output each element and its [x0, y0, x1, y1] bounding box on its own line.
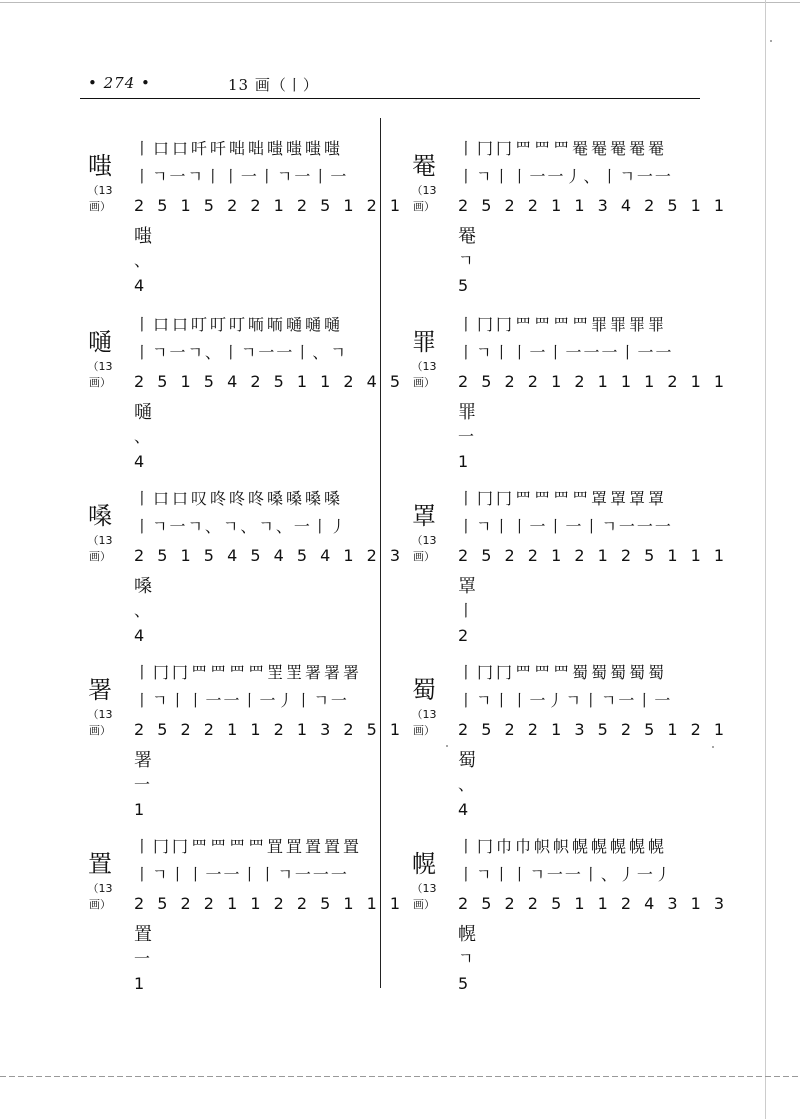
- stroke-progression: 丨冂冂罒罒罒罒罜罜署署署: [134, 663, 363, 682]
- final-stroke: 丨: [458, 601, 475, 620]
- stroke-sequence: 丨ㄱ一ㄱ、丨ㄱ一一丨、ㄱ: [134, 343, 348, 362]
- final-char: 嗵: [134, 402, 152, 423]
- section-label: 13 画（丨）: [228, 76, 319, 94]
- final-char: 嗓: [134, 576, 152, 597]
- final-digit: 5: [458, 974, 469, 993]
- stroke-progression: 丨冂冂罒罒罒罒罝罝置置置: [134, 837, 363, 856]
- final-digit: 1: [134, 974, 145, 993]
- stroke-progression: 丨冂冂罒罒罒罨罨罨罨罨: [458, 139, 668, 158]
- entry-right-1: [404, 312, 729, 472]
- final-char: 罪: [458, 402, 476, 423]
- final-char: 罩: [458, 576, 476, 597]
- entry-left-3: [80, 660, 405, 820]
- stroke-sequence: 丨ㄱ丨丨一丨一一一丨一一: [458, 343, 674, 362]
- stroke-count: （13画）: [411, 882, 437, 911]
- page-number: • 274 •: [88, 74, 151, 92]
- stroke-count: （13画）: [411, 360, 437, 389]
- entry-left-4: [80, 834, 405, 994]
- final-stroke: 一: [458, 427, 475, 446]
- headword: 嗤: [88, 152, 112, 180]
- final-stroke: 、: [134, 251, 151, 270]
- stroke-digits: 2 5 1 5 4 5 4 5 4 1 2 3: [134, 546, 405, 565]
- stroke-progression: 丨冂冂罒罒罒罒罪罪罪罪: [458, 315, 668, 334]
- stroke-count: （13画）: [87, 882, 113, 911]
- final-stroke: 一: [134, 949, 151, 968]
- headword: 幌: [412, 850, 436, 878]
- headword: 置: [88, 850, 112, 878]
- entry-left-1: [80, 312, 405, 472]
- headword: 嗓: [88, 502, 112, 530]
- entry-right-0: [404, 136, 729, 296]
- header-rule: [80, 98, 700, 99]
- headword: 罪: [412, 328, 436, 356]
- stroke-count: （13画）: [411, 534, 437, 563]
- scan-speck: [770, 40, 772, 42]
- stroke-count: （13画）: [87, 360, 113, 389]
- stroke-progression: 丨冂冂罒罒罒罒罩罩罩罩: [458, 489, 668, 508]
- stroke-sequence: 丨ㄱ丨丨一丿ㄱ丨ㄱ一丨一: [458, 691, 673, 710]
- headword: 嗵: [88, 328, 112, 356]
- headword: 蜀: [412, 676, 436, 704]
- final-char: 置: [134, 924, 152, 945]
- final-stroke: 、: [134, 601, 151, 620]
- stroke-sequence: 丨ㄱ丨丨一丨一丨ㄱ一一一: [458, 517, 673, 536]
- top-edge-line: [0, 2, 800, 3]
- final-stroke: ㄱ: [458, 251, 474, 270]
- final-stroke: 一: [134, 775, 151, 794]
- stroke-digits: 2 5 2 2 1 3 5 2 5 1 2 1: [458, 720, 729, 739]
- stroke-count: （13画）: [87, 708, 113, 737]
- final-char: 蜀: [458, 750, 476, 771]
- stroke-progression: 丨口口叮叮叮㖇㖇嗵嗵嗵: [134, 315, 344, 334]
- final-digit: 1: [458, 452, 469, 471]
- final-stroke: 、: [458, 775, 475, 794]
- final-stroke: 、: [134, 427, 151, 446]
- scan-speck: [446, 745, 448, 747]
- headword: 署: [88, 676, 112, 704]
- final-char: 嗤: [134, 226, 152, 247]
- entry-right-3: [404, 660, 729, 820]
- stroke-count: （13画）: [411, 708, 437, 737]
- page-header: [80, 72, 700, 98]
- stroke-digits: 2 5 1 5 2 2 1 2 5 1 2 1: [134, 196, 405, 215]
- stroke-sequence: 丨ㄱ丨丨ㄱ一一丨、丿一丿: [458, 865, 673, 884]
- scan-speck: [712, 746, 714, 748]
- stroke-digits: 2 5 2 2 1 2 1 1 1 2 1 1: [458, 372, 729, 391]
- final-digit: 4: [134, 276, 145, 295]
- stroke-sequence: 丨ㄱ丨丨一一丨一丿丨ㄱ一: [134, 691, 349, 710]
- final-digit: 1: [134, 800, 145, 819]
- stroke-count: （13画）: [87, 184, 113, 213]
- stroke-sequence: 丨ㄱ一ㄱ、ㄱ、ㄱ、一丨丿: [134, 517, 348, 536]
- final-stroke: ㄱ: [458, 949, 474, 968]
- final-digit: 2: [458, 626, 469, 645]
- stroke-progression: 丨口口吀吀咄咄嗤嗤嗤嗤: [134, 139, 344, 158]
- headword: 罩: [412, 502, 436, 530]
- final-char: 幌: [458, 924, 476, 945]
- entry-left-2: [80, 486, 405, 646]
- final-digit: 5: [458, 276, 469, 295]
- stroke-count: （13画）: [411, 184, 437, 213]
- stroke-progression: 丨口口叹咚咚咚嗓嗓嗓嗓: [134, 489, 344, 508]
- stroke-digits: 2 5 2 2 1 1 2 1 3 2 5 1: [134, 720, 405, 739]
- final-char: 署: [134, 750, 152, 771]
- final-digit: 4: [134, 626, 145, 645]
- right-edge-line: [765, 0, 766, 1119]
- entry-left-0: [80, 136, 405, 296]
- stroke-sequence: 丨ㄱ丨丨一一丨丨ㄱ一一一: [134, 865, 349, 884]
- stroke-sequence: 丨ㄱ一ㄱ丨丨一丨ㄱ一丨一: [134, 167, 349, 186]
- entry-right-2: [404, 486, 729, 646]
- stroke-digits: 2 5 1 5 4 2 5 1 1 2 4 5: [134, 372, 405, 391]
- entry-right-4: [404, 834, 729, 994]
- stroke-digits: 2 5 2 2 1 2 1 2 5 1 1 1: [458, 546, 729, 565]
- stroke-count: （13画）: [87, 534, 113, 563]
- final-digit: 4: [134, 452, 145, 471]
- headword: 罨: [412, 152, 436, 180]
- stroke-digits: 2 5 2 2 1 1 2 2 5 1 1 1: [134, 894, 405, 913]
- final-digit: 4: [458, 800, 469, 819]
- bottom-edge-line: [0, 1076, 800, 1077]
- stroke-digits: 2 5 2 2 5 1 1 2 4 3 1 3: [458, 894, 729, 913]
- stroke-progression: 丨冂冂罒罒罒蜀蜀蜀蜀蜀: [458, 663, 668, 682]
- stroke-digits: 2 5 2 2 1 1 3 4 2 5 1 1: [458, 196, 729, 215]
- stroke-sequence: 丨ㄱ丨丨一一丿、丨ㄱ一一: [458, 167, 673, 186]
- stroke-progression: 丨冂巾巾帜帜幌幌幌幌幌: [458, 837, 668, 856]
- final-char: 罨: [458, 226, 476, 247]
